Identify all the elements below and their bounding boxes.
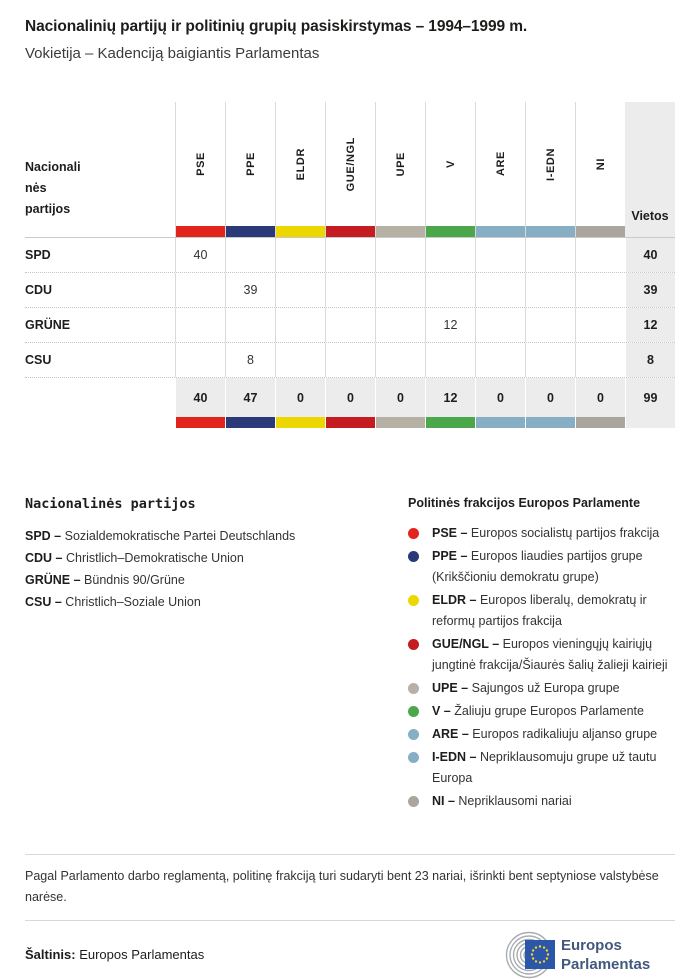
group-legend-item xyxy=(408,546,675,588)
total-cell: 0 xyxy=(525,378,575,417)
european-parliament-logo xyxy=(497,929,675,979)
group-label: I-EDN xyxy=(544,147,557,181)
legend-dot xyxy=(408,729,419,740)
group-color-bar xyxy=(175,417,225,428)
group-column-header xyxy=(175,102,225,237)
group-legend-item xyxy=(408,678,675,699)
seat-cell xyxy=(475,273,525,307)
party-fullname: Sozialdemokratische Partei Deutschlands xyxy=(64,529,296,543)
group-color-bar xyxy=(425,417,475,428)
row-seats-cell: 39 xyxy=(625,273,675,307)
group-label: V xyxy=(444,160,457,168)
group-color-bar xyxy=(326,226,375,237)
eu-flag-icon xyxy=(525,940,555,969)
total-cell: 0 xyxy=(325,378,375,417)
group-label: ARE xyxy=(494,151,507,177)
party-abbr: GRÜNE – xyxy=(25,573,85,587)
seat-cell xyxy=(375,308,425,342)
seat-cell xyxy=(525,273,575,307)
group-color-bar xyxy=(576,226,625,237)
total-row-spacer xyxy=(25,378,175,417)
party-abbr: SPD – xyxy=(25,529,65,543)
group-fullname: Žaliuju grupe Europos Parlamente xyxy=(454,704,644,718)
source-value: Europos Parlamentas xyxy=(79,946,205,962)
seat-cell xyxy=(175,343,225,377)
group-legend-item xyxy=(408,523,675,544)
group-column-header xyxy=(525,102,575,237)
table-body xyxy=(25,237,675,377)
group-abbr: ARE – xyxy=(432,727,473,741)
group-color-bar xyxy=(476,226,525,237)
source-line xyxy=(25,947,204,962)
page-subtitle: Vokietija – Kadenciją baigiantis Parlamentas xyxy=(25,45,320,62)
group-abbr: NI – xyxy=(432,794,459,808)
total-cell: 0 xyxy=(275,378,325,417)
seats-table xyxy=(25,102,675,428)
group-column-header xyxy=(475,102,525,237)
seat-cell xyxy=(275,238,325,272)
seat-cell xyxy=(175,308,225,342)
party-name: CSU xyxy=(25,353,52,367)
table-row xyxy=(25,272,675,307)
national-parties-legend xyxy=(25,496,408,814)
table-header-row xyxy=(25,102,675,237)
group-color-bar xyxy=(275,417,325,428)
table-corner-label: Nacionali nės partijos xyxy=(25,160,81,216)
group-fullname: Europos liaudies partijos grupe (Krikščioniu demokratu grupe) xyxy=(432,549,643,584)
group-label: UPE xyxy=(394,151,407,177)
group-color-bar xyxy=(376,226,425,237)
group-abbr: GUE/NGL – xyxy=(432,637,503,651)
legend-dot xyxy=(408,796,419,807)
seat-cell: 12 xyxy=(425,308,475,342)
seat-cell xyxy=(225,308,275,342)
seat-cell xyxy=(525,343,575,377)
group-label: PPE xyxy=(244,152,257,176)
group-legend-item xyxy=(408,791,675,812)
group-color-bar xyxy=(526,226,575,237)
seat-cell xyxy=(225,238,275,272)
political-groups-legend xyxy=(408,496,675,814)
seat-cell xyxy=(475,343,525,377)
legend-dot xyxy=(408,683,419,694)
table-row xyxy=(25,342,675,377)
group-abbr: UPE – xyxy=(432,681,472,695)
seat-cell xyxy=(475,238,525,272)
group-label: ELDR xyxy=(294,147,307,181)
group-fullname: Sajungos už Europa grupe xyxy=(471,681,620,695)
total-cell: 40 xyxy=(175,378,225,417)
total-cell: 0 xyxy=(575,378,625,417)
seat-cell xyxy=(575,343,625,377)
seat-cell: 39 xyxy=(225,273,275,307)
group-abbr: PPE – xyxy=(432,549,471,563)
seat-cell xyxy=(275,343,325,377)
group-label: NI xyxy=(594,157,607,171)
total-cell: 0 xyxy=(475,378,525,417)
group-column-header xyxy=(575,102,625,237)
seat-cell xyxy=(275,308,325,342)
seats-column-foot xyxy=(625,417,675,428)
legend-dot xyxy=(408,551,419,562)
seat-cell xyxy=(575,308,625,342)
legend-dot xyxy=(408,639,419,650)
group-abbr: I-EDN – xyxy=(432,750,480,764)
group-color-bar xyxy=(525,417,575,428)
seat-cell xyxy=(275,273,325,307)
seat-cell xyxy=(325,343,375,377)
seats-column-header: Vietos xyxy=(625,102,675,237)
group-label: GUE/NGL xyxy=(344,136,357,192)
seat-cell xyxy=(325,308,375,342)
footnote: Pagal Parlamento darbo reglamentą, politinę frakciją turi sudaryti bent 23 nariai, išrinkti bent septyniose valstybėse narėse. xyxy=(25,869,659,904)
party-legend-item xyxy=(25,569,408,591)
seat-cell xyxy=(325,238,375,272)
group-color-bar xyxy=(276,226,325,237)
party-legend-item xyxy=(25,591,408,613)
total-cell: 0 xyxy=(375,378,425,417)
seat-cell xyxy=(525,308,575,342)
party-fullname: Christlich–Soziale Union xyxy=(65,595,201,609)
legend-dot xyxy=(408,706,419,717)
party-abbr: CDU – xyxy=(25,551,66,565)
page-title: Nacionalinių partijų ir politinių grupių pasiskirstymas – 1994–1999 m. xyxy=(25,18,528,35)
seat-cell: 40 xyxy=(175,238,225,272)
group-column-header xyxy=(325,102,375,237)
divider xyxy=(25,920,675,921)
group-label: PSE xyxy=(194,152,207,176)
group-abbr: V – xyxy=(432,704,455,718)
table-total-row xyxy=(25,377,675,417)
total-cell: 12 xyxy=(425,378,475,417)
seat-cell xyxy=(375,343,425,377)
party-fullname: Christlich–Demokratische Union xyxy=(65,551,244,565)
group-color-bar xyxy=(475,417,525,428)
seat-cell xyxy=(325,273,375,307)
legend-dot xyxy=(408,528,419,539)
group-legend-item xyxy=(408,724,675,745)
legends-section xyxy=(25,496,675,814)
logo-wordmark: Parlamentas xyxy=(561,956,651,973)
group-column-header xyxy=(275,102,325,237)
party-legend-item xyxy=(25,525,408,547)
source-label: Šaltinis: xyxy=(25,946,76,962)
group-fullname: Europos vieningųjų kairiųjų jungtinė frakcija/Šiaurės šalių žalieji kairieji xyxy=(432,637,668,672)
seat-cell xyxy=(475,308,525,342)
party-name: GRÜNE xyxy=(25,318,71,332)
group-legend-item xyxy=(408,747,675,789)
group-column-header xyxy=(225,102,275,237)
group-fullname: Nepriklausomi nariai xyxy=(458,794,572,808)
group-color-bar xyxy=(375,417,425,428)
group-color-bar xyxy=(426,226,475,237)
group-color-bar xyxy=(176,226,225,237)
group-abbr: ELDR – xyxy=(432,593,480,607)
group-abbr: PSE – xyxy=(432,526,471,540)
party-abbr: CSU – xyxy=(25,595,66,609)
legend-dot xyxy=(408,595,419,606)
logo-wordmark: Europos xyxy=(561,937,622,954)
group-column-header xyxy=(375,102,425,237)
row-seats-cell: 40 xyxy=(625,238,675,272)
group-color-bar xyxy=(226,226,275,237)
group-column-header xyxy=(425,102,475,237)
seat-cell xyxy=(375,273,425,307)
row-seats-cell: 8 xyxy=(625,343,675,377)
seat-cell xyxy=(425,273,475,307)
row-seats-cell: 12 xyxy=(625,308,675,342)
party-legend-item xyxy=(25,547,408,569)
group-fullname: Nepriklausomuju grupe už tautu Europa xyxy=(432,750,657,785)
group-fullname: Europos radikaliuju aljanso grupe xyxy=(472,727,658,741)
group-legend-item xyxy=(408,590,675,632)
party-name: CDU xyxy=(25,283,53,297)
table-row xyxy=(25,237,675,272)
legend-dot xyxy=(408,752,419,763)
party-fullname: Bündnis 90/Grüne xyxy=(84,573,185,587)
party-name: SPD xyxy=(25,248,51,262)
seat-cell xyxy=(575,273,625,307)
group-legend-item xyxy=(408,701,675,722)
table-row xyxy=(25,307,675,342)
total-cell: 47 xyxy=(225,378,275,417)
seat-cell xyxy=(575,238,625,272)
grand-total-cell: 99 xyxy=(625,378,675,417)
seat-cell xyxy=(175,273,225,307)
group-color-bar xyxy=(225,417,275,428)
political-groups-legend-title: Politinės frakcijos Europos Parlamente xyxy=(408,496,641,510)
seat-cell xyxy=(375,238,425,272)
divider xyxy=(25,854,675,855)
seat-cell xyxy=(525,238,575,272)
group-color-bar xyxy=(575,417,625,428)
group-legend-item xyxy=(408,634,675,676)
seat-cell: 8 xyxy=(225,343,275,377)
table-bottom-color-bars xyxy=(25,417,675,428)
seat-cell xyxy=(425,238,475,272)
group-fullname: Europos liberalų, demokratų ir reformų partijos frakcija xyxy=(432,593,647,628)
seat-cell xyxy=(425,343,475,377)
footer xyxy=(25,929,675,979)
national-parties-legend-title: Nacionalinės partijos xyxy=(25,496,196,512)
group-color-bar xyxy=(325,417,375,428)
group-fullname: Europos socialistų partijos frakcija xyxy=(470,526,660,540)
